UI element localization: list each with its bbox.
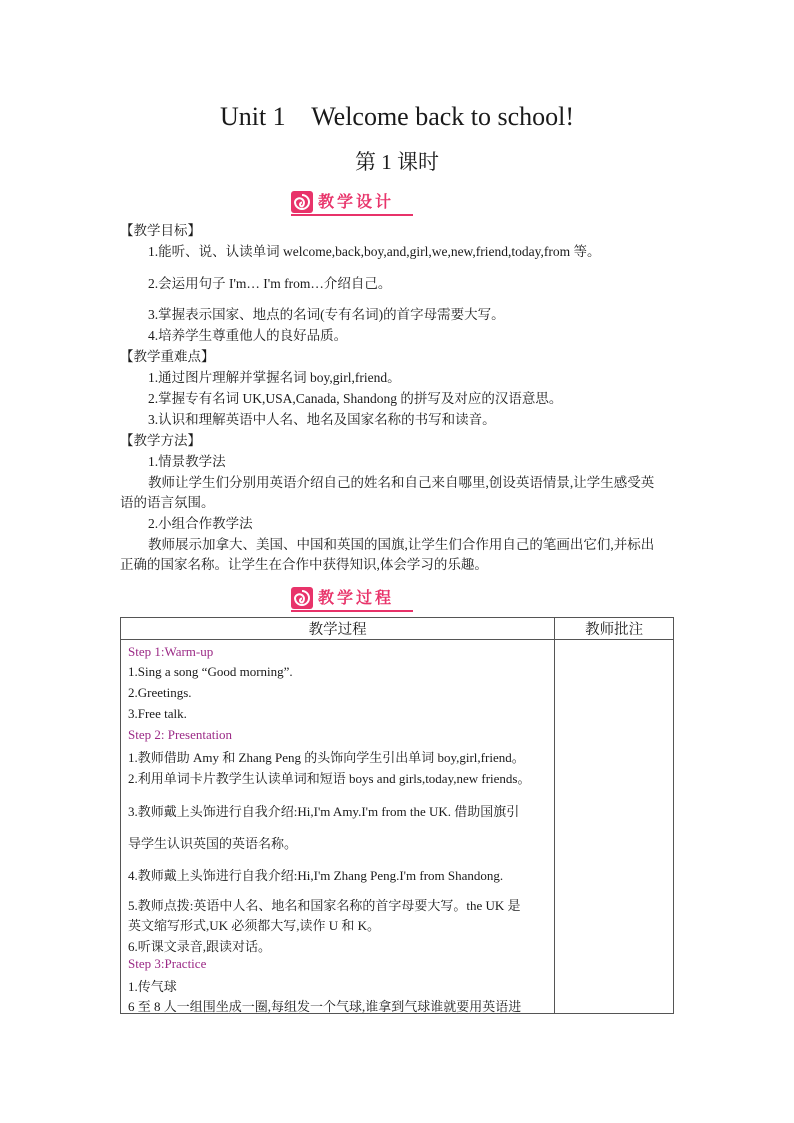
method-1-text: 教师让学生们分别用英语介绍自己的姓名和自己来自哪里,创设英语情景,让学生感受英 (148, 475, 655, 490)
method-1-title: 1.情景教学法 (148, 454, 226, 469)
key-point-item: 3.认识和理解英语中人名、地名及国家名称的书写和读音。 (148, 412, 496, 427)
page-title: Unit 1 Welcome back to school! (219, 102, 575, 131)
spiral-logo-icon (291, 587, 313, 609)
list-item: 5.教师点拨:英语中人名、地名和国家名称的首字母要大写。the UK 是 (128, 898, 521, 913)
objectives-heading: 【教学目标】 (120, 223, 201, 238)
list-item: 导学生认识英国的英语名称。 (128, 836, 298, 851)
objective-item: 1.能听、说、认读单词 welcome,back,boy,and,girl,we,new,friend,today,from 等。 (148, 244, 601, 259)
spiral-logo-icon (291, 191, 313, 213)
list-item: 1.传气球 (128, 979, 177, 994)
list-item: 6.听课文录音,跟读对话。 (128, 939, 272, 954)
list-item: 3.教师戴上头饰进行自我介绍:Hi,I'm Amy.I'm from the UK. 借助国旗引 (128, 804, 520, 819)
method-1-text: 语的语言氛围。 (120, 495, 215, 510)
step-heading: Step 1:Warm-up (128, 644, 214, 659)
process-section-badge (291, 587, 413, 609)
key-point-item: 1.通过图片理解并掌握名词 boy,girl,friend。 (148, 370, 401, 385)
table-row (121, 640, 674, 1014)
step-heading: Step 3:Practice (128, 956, 207, 971)
teacher-notes-cell (555, 640, 674, 1014)
design-section-label: 教学设计 (318, 192, 395, 211)
design-section-badge (291, 191, 413, 213)
list-item: 英文缩写形式,UK 必须都大写,读作 U 和 K。 (128, 918, 381, 933)
step-heading: Step 2: Presentation (128, 727, 232, 742)
list-item: 1.Sing a song “Good morning”. (128, 664, 293, 679)
teaching-process-table (120, 617, 674, 1014)
lesson-subtitle: 第 1 课时 (355, 150, 439, 174)
list-item: 2.利用单词卡片教学生认读单词和短语 boys and girls,today,new friends。 (128, 771, 531, 786)
methods-heading: 【教学方法】 (120, 433, 201, 448)
list-item: 3.Free talk. (128, 706, 187, 721)
list-item: 2.Greetings. (128, 685, 192, 700)
list-item: 4.教师戴上头饰进行自我介绍:Hi,I'm Zhang Peng.I'm from Shandong. (128, 868, 504, 883)
list-item: 1.教师借助 Amy 和 Zhang Peng 的头饰向学生引出单词 boy,girl,friend。 (128, 750, 525, 765)
process-section-underline (291, 610, 413, 612)
objective-item: 2.会运用句子 I'm… I'm from…介绍自己。 (148, 276, 392, 291)
method-2-text: 教师展示加拿大、美国、中国和英国的国旗,让学生们合作用自己的笔画出它们,并标出 (148, 537, 655, 552)
objective-item: 4.培养学生尊重他人的良好品质。 (148, 328, 348, 343)
objective-item: 3.掌握表示国家、地点的名词(专有名词)的首字母需要大写。 (148, 307, 505, 322)
col-header-notes: 教师批注 (555, 618, 674, 640)
key-points-heading: 【教学重难点】 (120, 349, 215, 364)
method-2-text: 正确的国家名称。让学生在合作中获得知识,体会学习的乐趣。 (120, 557, 488, 572)
col-header-process: 教学过程 (121, 618, 555, 640)
key-point-item: 2.掌握专有名词 UK,USA,Canada, Shandong 的拼写及对应的汉语意思。 (148, 391, 563, 406)
process-section-label: 教学过程 (318, 588, 395, 607)
method-2-title: 2.小组合作教学法 (148, 516, 253, 531)
table-header-row (121, 618, 674, 640)
process-cell (121, 640, 555, 1014)
list-item: 6 至 8 人一组围坐成一圈,每组发一个气球,谁拿到气球谁就要用英语进 (128, 999, 522, 1014)
design-section-underline (291, 214, 413, 216)
